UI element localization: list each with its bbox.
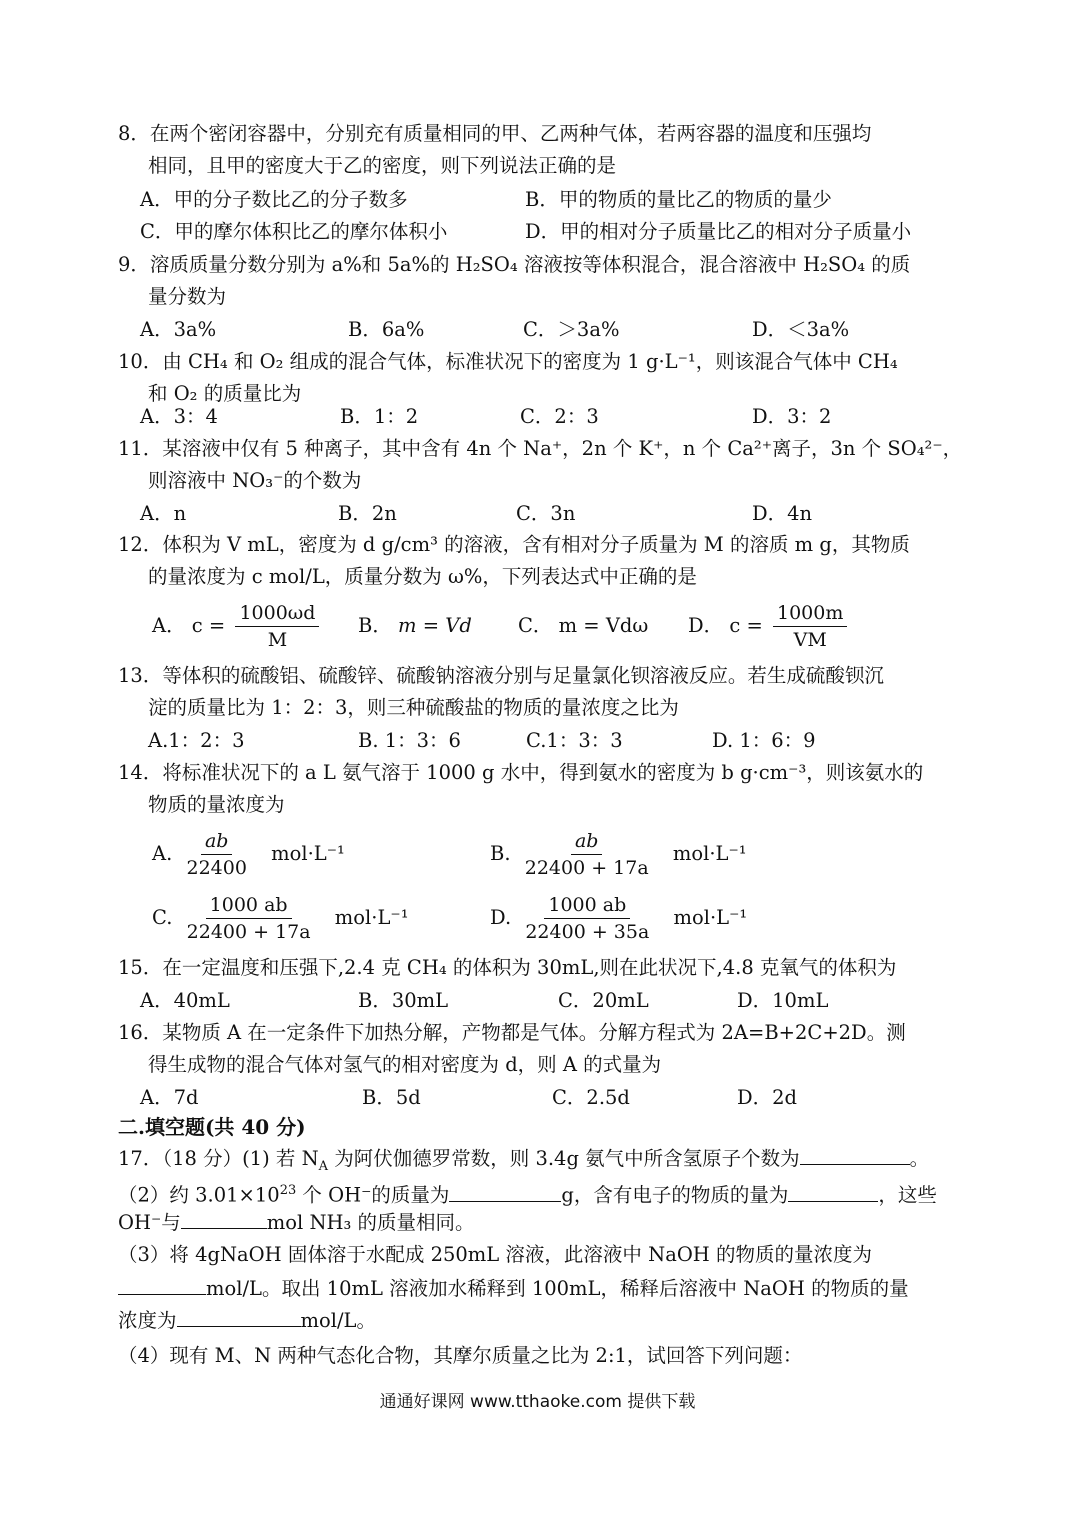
- option-b: B．1：2: [340, 405, 419, 428]
- option-a: A．3：4: [140, 405, 218, 428]
- question-9-line-1: 9．溶质质量分数分别为 a%和 5a%的 H₂SO₄ 溶液按等体积混合，混合溶液中 H₂SO₄ 的质: [118, 253, 911, 276]
- question-17-part-1: 17．（18 分）(1) 若 $N_A$ 为阿伏伽德罗常数，则 3.4g 氨气中所含氢原子个数为 。: [118, 1143, 963, 1183]
- option-b: B．2n: [338, 502, 397, 525]
- option-b: B．6a%: [348, 318, 425, 341]
- option-a: A. $\frac{ab}{22400}$ mol·L⁻¹: [152, 830, 345, 879]
- option-a: A．7d: [140, 1086, 199, 1109]
- question-13-line-1: 13．等体积的硫酸铝、硫酸锌、硫酸钠溶液分别与足量氯化钡溶液反应。若生成硫酸钡沉: [118, 664, 884, 687]
- question-12-options: [140, 598, 970, 654]
- question-10-line-1: 10．由 CH₄ 和 O₂ 组成的混合气体，标准状况下的密度为 1 g·L⁻¹，则该混合气体中 CH₄: [118, 350, 898, 373]
- question-17-part-2: （2）约 $3.01\times 10^{23}$ 个 OH⁻的质量为 g，含有电子的物质的量为 ，这些: [118, 1175, 963, 1212]
- option-c: C． m = Vdω: [518, 614, 649, 637]
- option-c: C．甲的摩尔体积比乙的摩尔体积小: [140, 220, 448, 243]
- answer-blank[interactable]: [788, 1181, 878, 1202]
- question-8: [118, 118, 963, 182]
- question-12-line-2: 的量浓度为 c mol/L，质量分数为 ω%，下列表达式中正确的是: [148, 565, 697, 588]
- question-17-part-4: （4）现有 M、N 两种气态化合物，其摩尔质量之比为 2:1，试回答下列问题：: [118, 1344, 803, 1367]
- question-11-line-1: 11．某溶液中仅有 5 种离子，其中含有 4n 个 Na⁺，2n 个 K⁺，n 个 Ca²⁺离子，3n 个 SO₄²⁻，: [118, 437, 963, 460]
- option-a-fraction: $\frac{ab}{22400}$: [186, 830, 247, 879]
- option-c: C．＞3a%: [523, 318, 620, 341]
- option-c: C．2：3: [520, 405, 599, 428]
- question-14: [118, 757, 963, 821]
- question-17-part-3-end: 浓度为 mol/L。: [118, 1305, 963, 1337]
- option-d: D．2d: [737, 1086, 798, 1109]
- question-14-line-1: 14．将标准状况下的 a L 氨气溶于 1000 g 水中，得到氨水的密度为 b g·cm⁻³，则该氨水的: [118, 761, 924, 784]
- answer-blank[interactable]: [800, 1144, 910, 1165]
- option-b: B．30mL: [358, 989, 449, 1012]
- question-12-line-1: 12．体积为 V mL，密度为 d g/cm³ 的溶液，含有相对分子质量为 M 的溶质 m g，其物质: [118, 533, 910, 556]
- option-d: D．4n: [752, 502, 813, 525]
- option-c: C．3n: [516, 502, 576, 525]
- option-a: A.1：2：3: [148, 729, 245, 752]
- question-12: [118, 529, 963, 593]
- question-16-line-1: 16．某物质 A 在一定条件下加热分解，产物都是气体。分解方程式为 2A=B+2C+2D。测: [118, 1021, 906, 1044]
- page-footer: 通通好课网 www.tthaoke.com 提供下载: [379, 1392, 696, 1412]
- option-d: D．10mL: [737, 989, 829, 1012]
- question-8-line-2: 相同，且甲的密度大于乙的密度，则下列说法正确的是: [148, 154, 617, 177]
- option-d: D．3：2: [752, 405, 832, 428]
- question-16: [118, 1017, 963, 1081]
- option-b: B．甲的物质的量比乙的物质的量少: [525, 188, 832, 211]
- question-9: [118, 249, 963, 313]
- option-d: D. $\frac{1000 ab}{22400 + 35a}$ mol·L⁻¹: [490, 894, 748, 943]
- answer-blank[interactable]: [449, 1181, 561, 1202]
- option-d: D．＜3a%: [752, 318, 850, 341]
- answer-blank[interactable]: [177, 1306, 301, 1327]
- question-10-line-2: 和 O₂ 的质量比为: [148, 382, 302, 405]
- question-13: [118, 660, 963, 724]
- option-b-fraction: $\frac{ab}{22400 + 17a}$: [524, 830, 649, 879]
- question-16-options: [140, 1082, 970, 1114]
- question-8-line-1: 8．在两个密闭容器中，分别充有质量相同的甲、乙两种气体，若两容器的温度和压强均: [118, 122, 872, 145]
- question-8-options-row-2: [140, 216, 970, 248]
- option-b: B． m = Vd: [358, 614, 472, 637]
- option-c-fraction: $\frac{1000 ab}{22400 + 17a}$: [186, 894, 311, 943]
- option-c: C.1：3：3: [526, 729, 623, 752]
- option-a: A．n: [140, 502, 187, 525]
- option-d-fraction: $\frac{1000m}{VM}$: [773, 600, 847, 653]
- question-17-part-3-cont: mol/L。取出 10mL 溶液加水稀释到 100mL，稀释后溶液中 NaOH 的物质的量: [118, 1273, 963, 1305]
- question-14-options-row-2: [140, 890, 970, 946]
- option-a: A．3a%: [140, 318, 217, 341]
- option-c: C．2.5d: [552, 1086, 630, 1109]
- question-17-part-3: （3）将 4gNaOH 固体溶于水配成 250mL 溶液，此溶液中 NaOH 的物质的量浓度为: [118, 1243, 873, 1266]
- question-14-line-2: 物质的量浓度为: [148, 793, 285, 816]
- question-15: [118, 952, 963, 984]
- question-13-line-2: 淀的质量比为 1：2：3，则三种硫酸盐的物质的量浓度之比为: [148, 696, 679, 719]
- answer-blank[interactable]: [118, 1274, 206, 1295]
- question-10-options: [140, 401, 970, 433]
- question-8-options-row-1: [140, 184, 970, 216]
- question-11-line-2: 则溶液中 NO₃⁻的个数为: [148, 469, 362, 492]
- question-14-options-row-1: [140, 826, 970, 882]
- question-17-part-2-cont: OH⁻与 mol NH₃ 的质量相同。: [118, 1207, 963, 1239]
- question-11-options: [140, 498, 970, 530]
- option-c: C．20mL: [558, 989, 649, 1012]
- question-13-options: [140, 725, 970, 757]
- question-15-options: [140, 985, 970, 1017]
- option-a-fraction: $\frac{1000\omega d}{M}$: [235, 600, 319, 653]
- option-d-fraction: $\frac{1000 ab}{22400 + 35a}$: [525, 894, 650, 943]
- option-a: A． c = $\frac{1000\omega d}{M}$: [152, 598, 323, 654]
- question-9-options: [140, 314, 970, 346]
- option-c: C. $\frac{1000 ab}{22400 + 17a}$ mol·L⁻¹: [152, 894, 409, 943]
- option-d: D． c = $\frac{1000m}{VM}$: [688, 598, 851, 654]
- section-heading: 二.填空题(共 40 分): [118, 1115, 306, 1139]
- option-a: A．甲的分子数比乙的分子数多: [140, 188, 408, 211]
- option-d: D. 1：6：9: [712, 729, 816, 752]
- question-16-line-2: 得生成物的混合气体对氢气的相对密度为 d，则 A 的式量为: [148, 1053, 662, 1076]
- option-a: A．40mL: [140, 989, 230, 1012]
- question-15-line-1: 15．在一定温度和压强下,2.4 克 CH₄ 的体积为 30mL,则在此状况下,4.8 克氧气的体积为: [118, 956, 897, 979]
- answer-blank[interactable]: [181, 1208, 267, 1229]
- question-9-line-2: 量分数为: [148, 285, 227, 308]
- option-d: D．甲的相对分子质量比乙的相对分子质量小: [525, 220, 912, 243]
- option-b: B．5d: [362, 1086, 421, 1109]
- option-b: B. $\frac{ab}{22400 + 17a}$ mol·L⁻¹: [490, 830, 747, 879]
- option-b: B. 1：3：6: [358, 729, 461, 752]
- question-11: [118, 433, 963, 497]
